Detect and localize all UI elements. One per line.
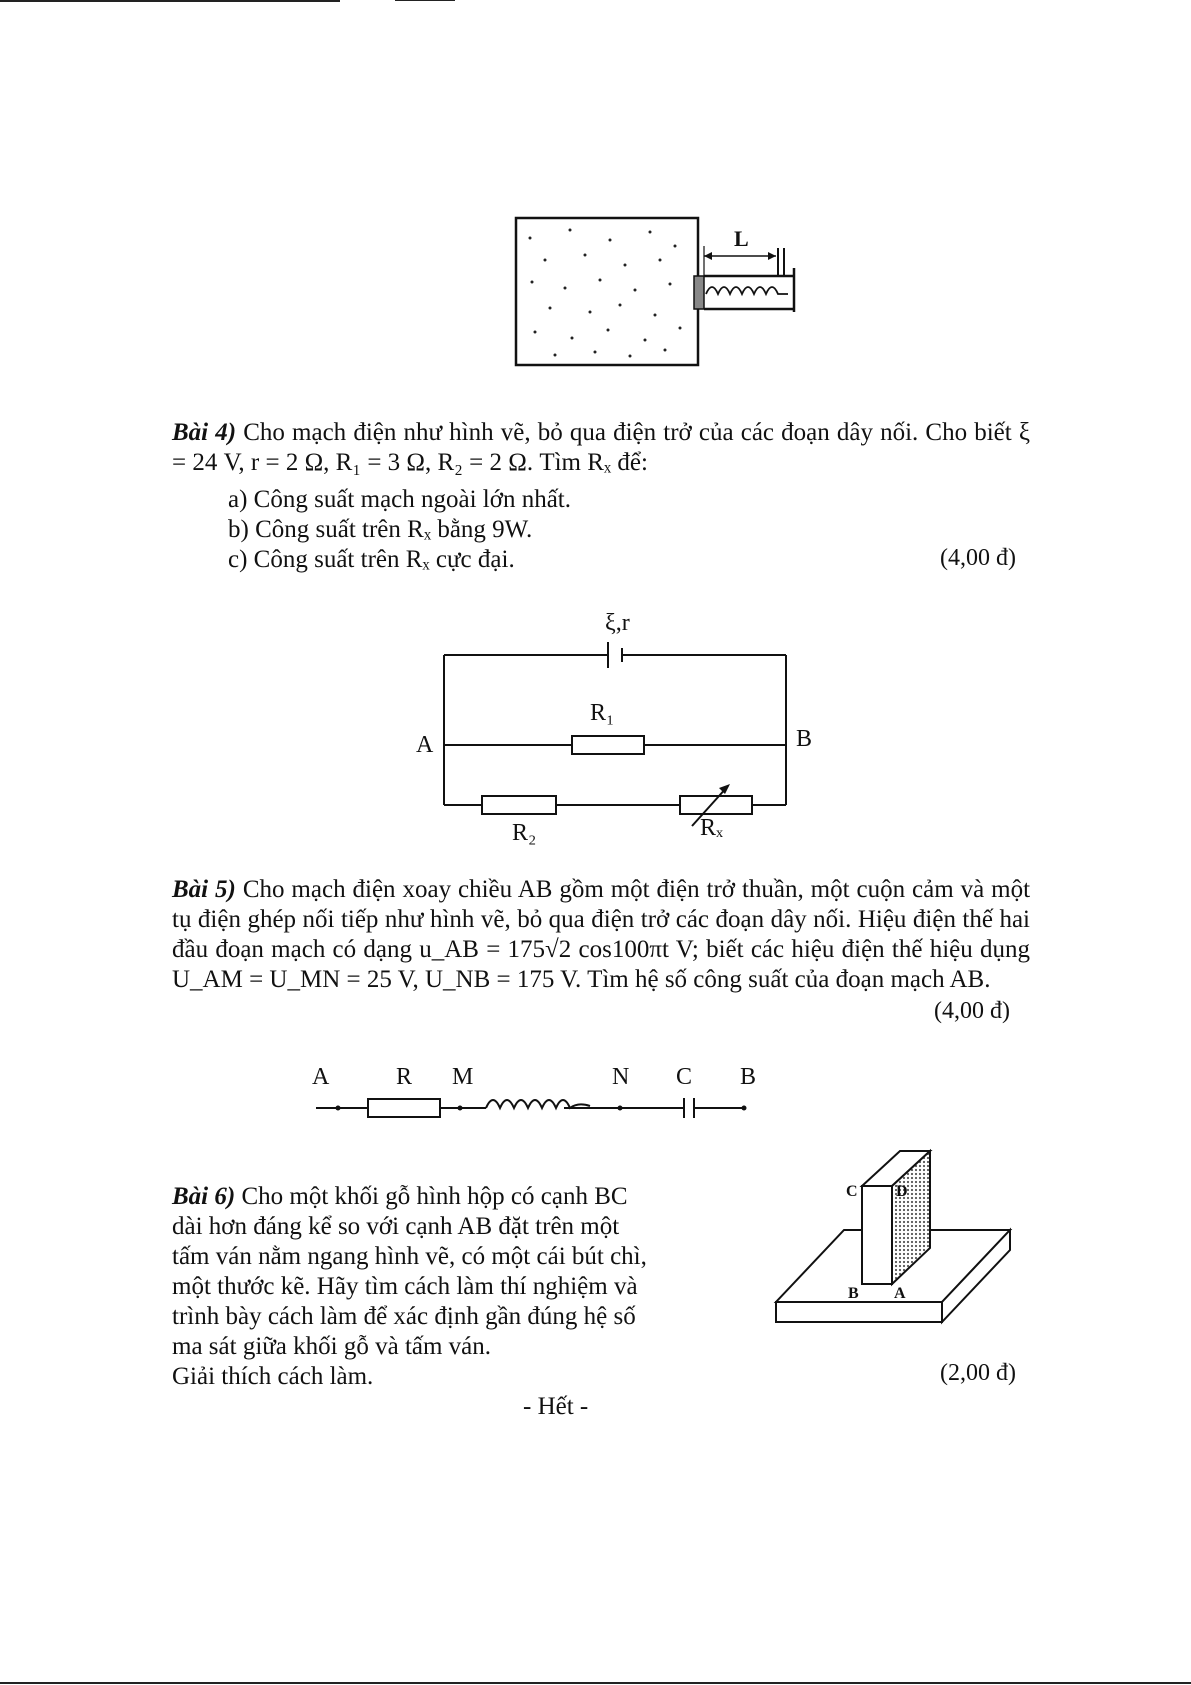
- label-A: A: [312, 1064, 330, 1090]
- label-A-block: A: [894, 1285, 906, 1302]
- bai4-points: (4,00 đ): [940, 545, 1016, 571]
- scan-border-top-right: [395, 0, 455, 1]
- bai6-text2: Giải thích cách làm.: [172, 1363, 374, 1390]
- scan-border-top: [0, 0, 340, 2]
- bai4-item-b: b) Công suất trên Rₓ bằng 9W.: [228, 516, 533, 543]
- label-D-block: D: [896, 1183, 908, 1200]
- bai6-points: (2,00 đ): [940, 1360, 1016, 1386]
- bai4-label: Bài 4): [172, 419, 237, 446]
- bai5-question: [172, 875, 1030, 995]
- piston-figure: [510, 210, 810, 370]
- bai4-question: [172, 418, 1030, 478]
- label-r1: R₁: [590, 700, 615, 726]
- label-rx: Rₓ: [700, 815, 723, 841]
- label-C: C: [676, 1064, 693, 1090]
- label-r2: R₂: [512, 820, 537, 846]
- label-L: L: [734, 226, 749, 251]
- bai5-circuit: [300, 1058, 770, 1128]
- bai6-question: [172, 1182, 650, 1392]
- label-source: ξ,r: [605, 610, 630, 636]
- scan-border-bottom: [0, 1682, 1191, 1684]
- footer-end: - Hết -: [523, 1393, 589, 1420]
- bai6-label: Bài 6): [172, 1183, 236, 1210]
- bai5-points: (4,00 đ): [934, 998, 1010, 1024]
- bai4-text: Cho mạch điện như hình vẽ, bỏ qua điện trở của các đoạn dây nối. Cho biết ξ = 24 V, r = 2 Ω, R₁ = 3 Ω, R₂ = 2 Ω. Tìm Rₓ để:: [172, 419, 1031, 476]
- label-node-b: B: [796, 726, 813, 752]
- bai6-text: Cho một khối gỗ hình hộp có cạnh BC dài hơn đáng kể so với cạnh AB đặt trên một tấm ván nằm ngang hình vẽ, có một cái bút chì, một thước kẽ. Hãy tìm cách làm thí nghiệm và trình bày cách làm để xác định gần đúng hệ số ma sát giữa khối gỗ và tấm ván.: [172, 1183, 647, 1360]
- label-N: N: [612, 1064, 630, 1090]
- bai5-label: Bài 5): [172, 876, 236, 903]
- label-M: M: [452, 1064, 474, 1090]
- bai5-text: Cho mạch điện xoay chiều AB gồm một điện trở thuần, một cuộn cảm và một tụ điện ghép nối tiếp như hình vẽ, bỏ qua điện trở các đoạn dây nối. Hiệu điện thế hai đầu đoạn mạch có dạng u_AB = 175√2 cos100πt V; biết các hiệu điện thế hiệu dụng U_AM = U_MN = 25 V, U_NB = 175 V. Tìm hệ số công suất của đoạn mạch AB.: [172, 876, 1031, 993]
- label-B: B: [740, 1064, 757, 1090]
- label-R: R: [396, 1064, 413, 1090]
- bai4-item-a: a) Công suất mạch ngoài lớn nhất.: [228, 486, 572, 513]
- bai4-item-c: c) Công suất trên Rₓ cực đại.: [228, 546, 515, 573]
- bai6-figure: [770, 1148, 1020, 1333]
- label-B-block: B: [848, 1285, 859, 1302]
- label-C-block: C: [846, 1183, 858, 1200]
- label-node-a: A: [416, 732, 434, 758]
- bai4-circuit: [400, 600, 840, 845]
